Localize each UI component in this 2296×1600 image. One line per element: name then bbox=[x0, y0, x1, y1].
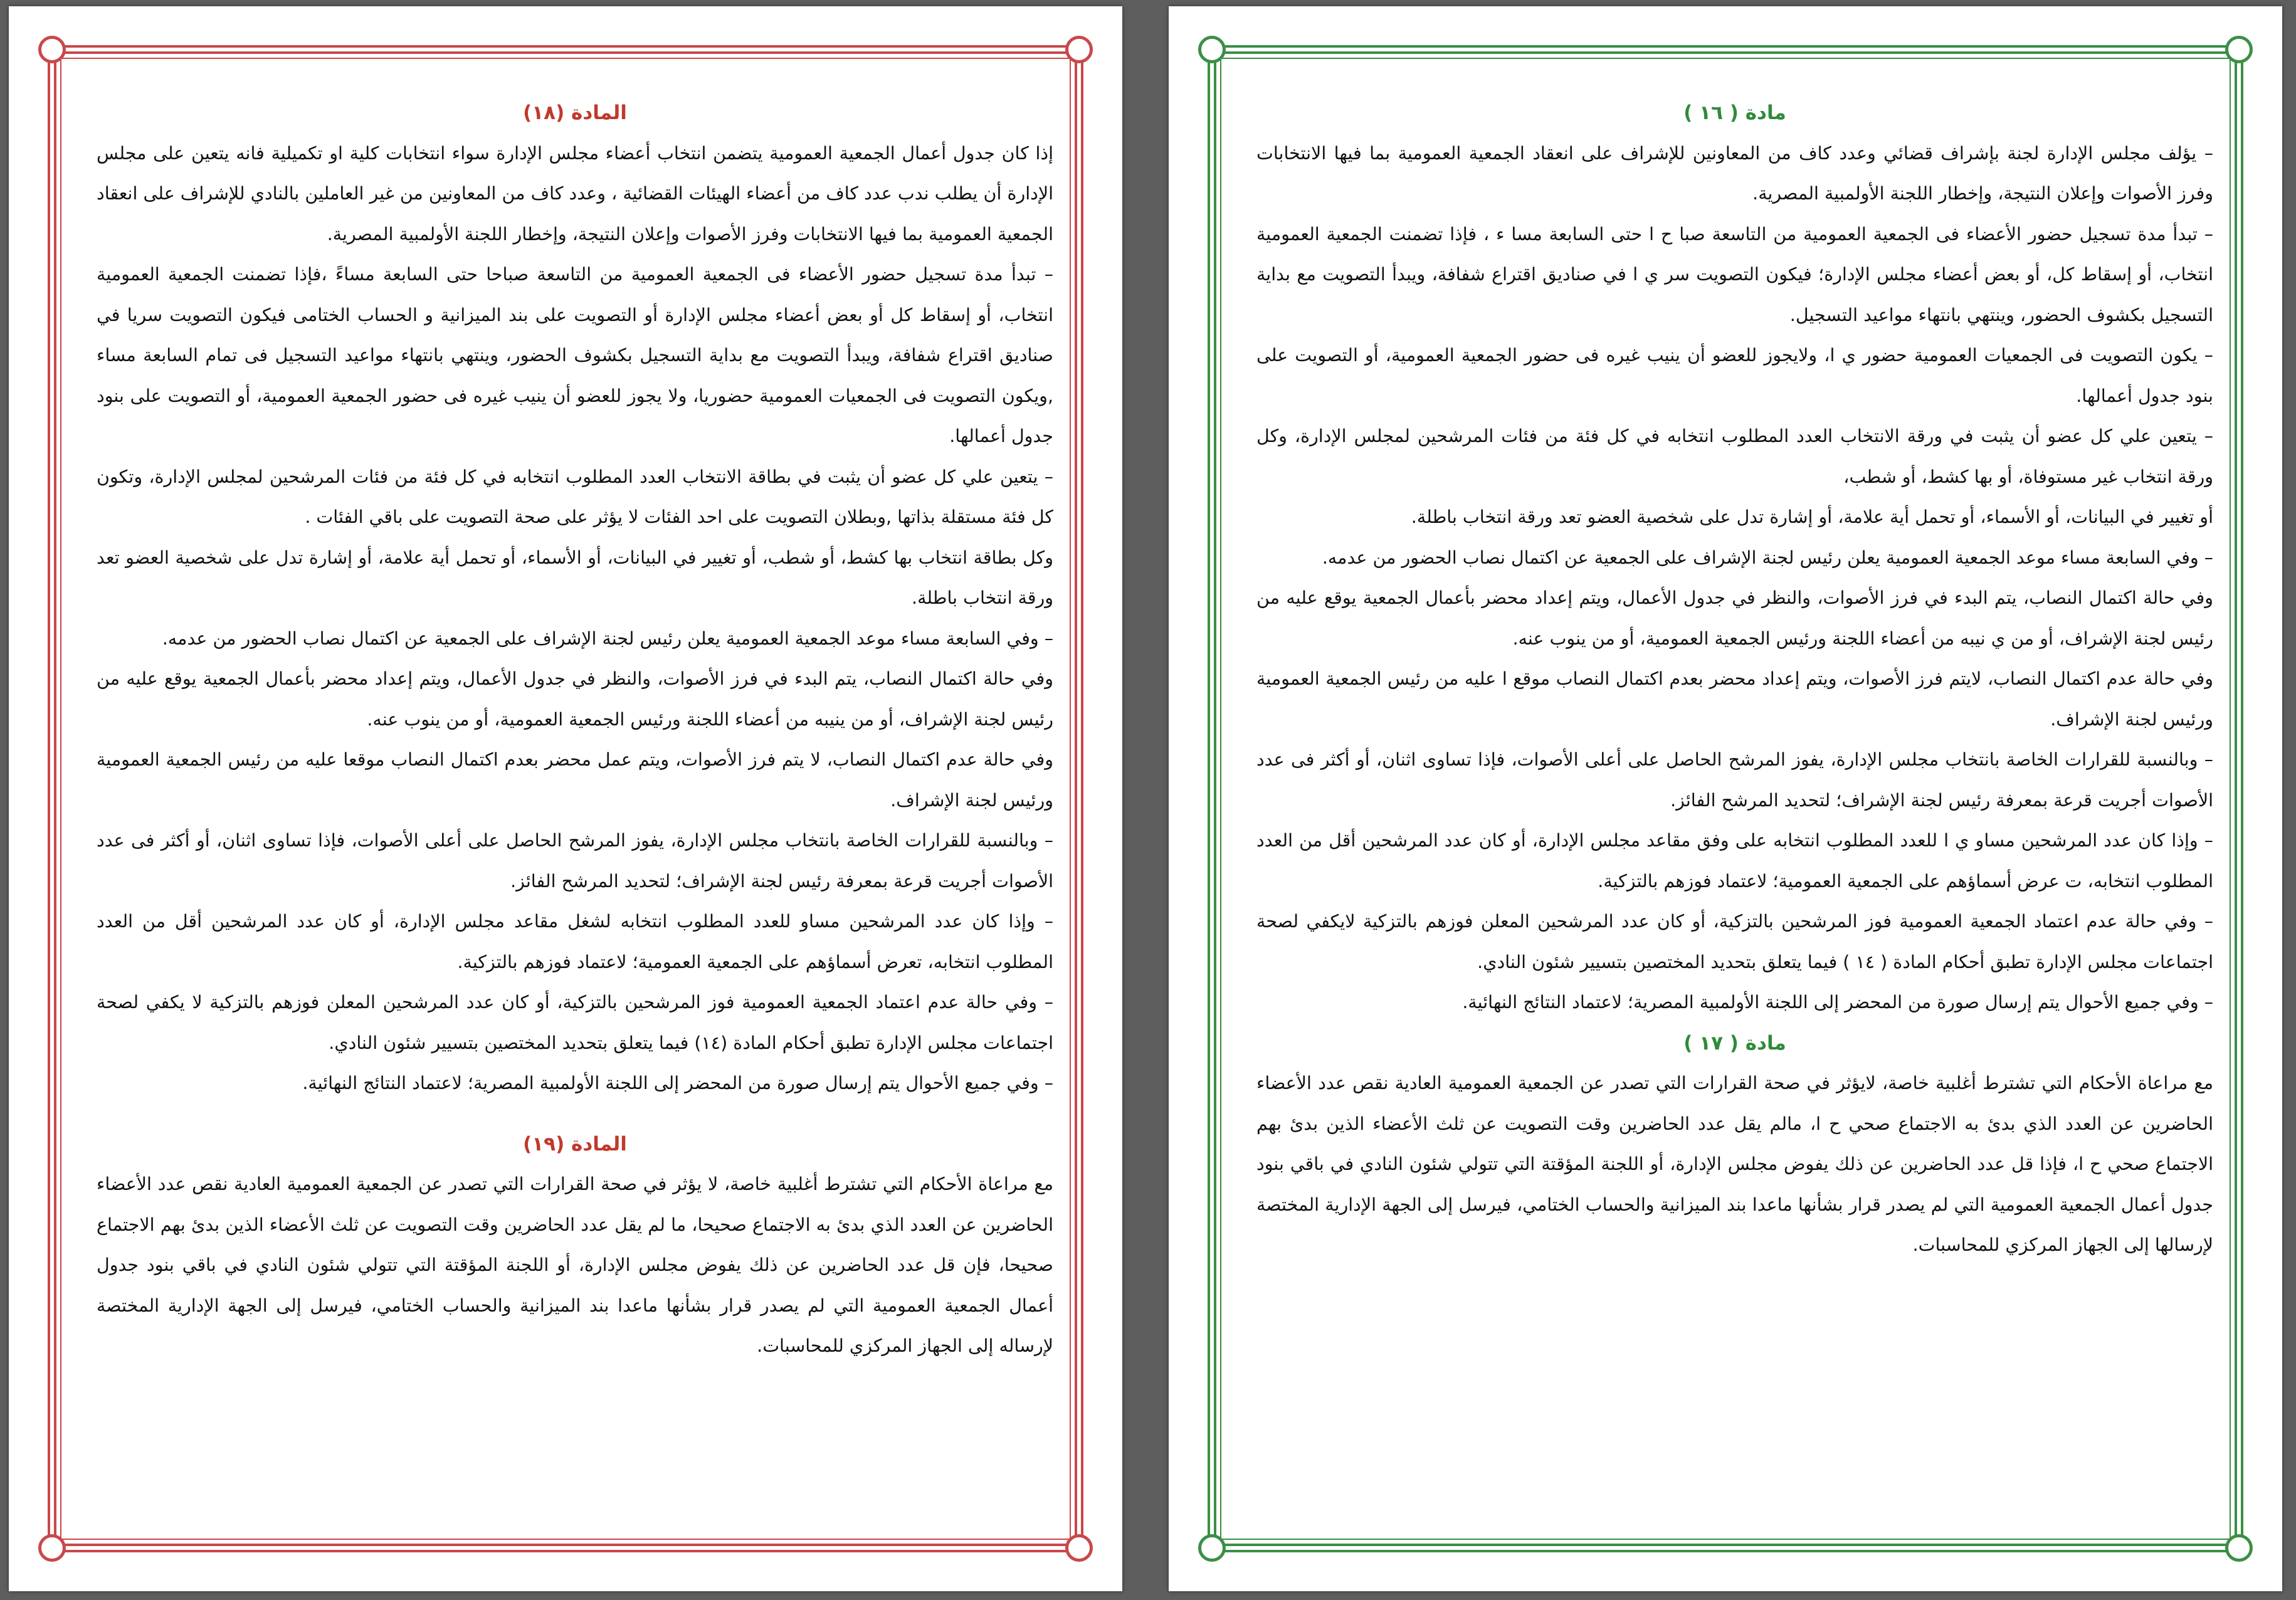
article-18-paragraph: – تبدأ مدة تسجيل حضور الأعضاء فى الجمعية العمومية من التاسعة صباحا حتى السابعة مساءً ،فإذا تضمنت الجمعية العمومية انتخاب، أو إسقاط كل أو بعض أعضاء مجلس الإدارة أو التصويت على بند الميزانية و الحساب الختامى فيكون التصويت سريا في صناديق اقتراع شفافة، ويبدأ التصويت مع بداية التسجيل بكشوف الحضور، وينتهي بانتهاء مواعيد التسجيل فى تمام السابعة مساء ,ويكون التصويت فى الجمعيات العمومية حضوريا، ولا يجوز للعضو أن ينيب غيره فى حضور الجمعية العمومية، أو التصويت على بنود جدول أعمالها. bbox=[97, 264, 1053, 446]
article-18-paragraph: وفي حالة عدم اكتمال النصاب، لا يتم فرز الأصوات، ويتم عمل محضر بعدم اكتمال النصاب موقعا عليه من رئيس الجمعية العمومية ورئيس لجنة الإشراف. bbox=[97, 749, 1053, 811]
corner-ornament-icon bbox=[38, 36, 66, 63]
article-18-heading: المادة (١٨) bbox=[523, 102, 627, 124]
article-19-paragraph: مع مراعاة الأحكام التي تشترط أغلبية خاصة، لا يؤثر في صحة القرارات التي تصدر عن الجمعية العمومية العادية نقص عدد الأعضاء الحاضرين عن العدد الذي بدئ به الاجتماع صحيحا، ما لم يقل عدد الحاضرين وقت التصويت عن ثلث الأعضاء الذين بدئ بهم الاجتماع صحيحا، فإن قل عدد الحاضرين عن ذلك يفوض مجلس الإدارة، أو اللجنة المؤقتة التي تتولي شئون النادي في باقي بنود جدول أعمال الجمعية العمومية التي لم يصدر قرار بشأنها ماعدا بند الميزانية والحساب الختامي، فيرسل إلى الجهة الإدارية المختصة لإرساله إلى الجهاز المركزي للمحاسبات. bbox=[97, 1174, 1053, 1356]
right-page-content bbox=[1256, 93, 2213, 1516]
article-18-paragraph: – يتعين علي كل عضو أن يثبت في بطاقة الانتخاب العدد المطلوب انتخابه في كل فئة من فئات المرشحين لمجلس الإدارة، وتكون كل فئة مستقلة بذاتها ,وبطلان التصويت على احد الفئات لا يؤثر على صحة التصويت على باقي الفئات . bbox=[97, 466, 1053, 527]
left-page bbox=[9, 6, 1122, 1591]
article-16-paragraph: أو تغيير في البيانات، أو الأسماء، أو تحمل أية علامة، أو إشارة تدل على شخصية العضو تعد ورقة انتخاب باطلة. bbox=[1411, 507, 2213, 527]
article-16-paragraph: – يكون التصويت فى الجمعيات العمومية حضور ي ا، ولايجوز للعضو أن ينيب غيره فى حضور الجمعية العمومية، أو التصويت على بنود جدول أعمالها. bbox=[1256, 345, 2213, 406]
article-16-paragraph: وفي حالة عدم اكتمال النصاب، لايتم فرز الأصوات، ويتم إعداد محضر بعدم اكتمال النصاب موقع ا عليه من رئيس الجمعية العمومية ورئيس لجنة الإشراف. bbox=[1256, 668, 2213, 730]
article-18-paragraph: – وفي جميع الأحوال يتم إرسال صورة من المحضر إلى اللجنة الأولمبية المصرية؛ لاعتماد النتائج النهائية. bbox=[302, 1073, 1053, 1093]
right-page bbox=[1169, 6, 2282, 1591]
left-page-content bbox=[97, 93, 1053, 1516]
article-16-paragraph: – يؤلف مجلس الإدارة لجنة بإشراف قضائي وعدد كاف من المعاونين للإشراف على انعقاد الجمعية العمومية بما فيها الانتخابات وفرز الأصوات وإعلان النتيجة، وإخطار اللجنة الأولمبية المصرية. bbox=[1256, 142, 2213, 204]
article-16-paragraph: وفي حالة اكتمال النصاب، يتم البدء في فرز الأصوات، والنظر في جدول الأعمال، ويتم إعداد محضر بأعمال الجمعية يوقع عليه من رئيس لجنة الإشراف، أو من ي نيبه من أعضاء اللجنة ورئيس الجمعية العمومية، أو من ينوب عنه. bbox=[1256, 587, 2213, 649]
article-17-heading: مادة ( ١٧ ) bbox=[1683, 1031, 1786, 1055]
corner-ornament-icon bbox=[1065, 1534, 1093, 1562]
article-18-paragraph: إذا كان جدول أعمال الجمعية العمومية يتضمن انتخاب أعضاء مجلس الإدارة سواء انتخابات كلية او تكميلية فانه يتعين على مجلس الإدارة أن يطلب ندب عدد كاف من أعضاء الهيئات القضائية ، وعدد كاف من المعاونين من غير العاملين بالنادي للإشراف على انعقاد الجمعية العمومية بما فيها الانتخابات وفرز الأصوات وإعلان النتيجة، وإخطار اللجنة الأولمبية المصرية. bbox=[97, 142, 1053, 245]
article-16-paragraph: – وبالنسبة للقرارات الخاصة بانتخاب مجلس الإدارة، يفوز المرشح الحاصل على أعلى الأصوات، فإذا تساوى اثنان، أو أكثر فى عدد الأصوات أجريت قرعة بمعرفة رئيس لجنة الإشراف؛ لتحديد المرشح الفائز. bbox=[1256, 749, 2213, 811]
article-18-paragraph: وفي حالة اكتمال النصاب، يتم البدء في فرز الأصوات، والنظر في جدول الأعمال، ويتم إعداد محضر بأعمال الجمعية يوقع عليه من رئيس لجنة الإشراف، أو من ينيبه من أعضاء اللجنة ورئيس الجمعية العمومية، أو من ينوب عنه. bbox=[97, 668, 1053, 730]
article-17-paragraph: مع مراعاة الأحكام التي تشترط أغلبية خاصة، لايؤثر في صحة القرارات التي تصدر عن الجمعية العمومية العادية نقص عدد الأعضاء الحاضرين عن العدد الذي بدئ به الاجتماع صحي ح ا، مالم يقل عدد الحاضرين وقت التصويت عن ثلث الأعضاء الذين بدئ بهم الاجتماع صحي ح ا، فإذا قل عدد الحاضرين عن ذلك يفوض مجلس الإدارة، أو اللجنة المؤقتة التي تتولي شئون النادي في باقي بنود جدول أعمال الجمعية العمومية التي لم يصدر قرار بشأنها ماعدا بند الميزانية والحساب الختامي، فيرسل إلى الجهة الإدارية المختصة لإرسالها إلى الجهاز المركزي للمحاسبات. bbox=[1256, 1073, 2213, 1255]
article-18-paragraph: وكل بطاقة انتخاب بها كشط، أو شطب، أو تغيير في البيانات، أو الأسماء، أو تحمل أية علامة، أو إشارة تدل على شخصية العضو تعد ورقة انتخاب باطلة. bbox=[97, 547, 1053, 608]
article-18-paragraph: – وبالنسبة للقرارات الخاصة بانتخاب مجلس الإدارة، يفوز المرشح الحاصل على أعلى الأصوات، فإذا تساوى اثنان، أو أكثر فى عدد الأصوات أجريت قرعة بمعرفة رئيس لجنة الإشراف؛ لتحديد المرشح الفائز. bbox=[97, 830, 1053, 892]
corner-ornament-icon bbox=[38, 1534, 66, 1562]
article-18-paragraph: – وفي حالة عدم اعتماد الجمعية العمومية فوز المرشحين بالتزكية، أو كان عدد المرشحين المعلن فوزهم بالتزكية لا يكفي لصحة اجتماعات مجلس الإدارة تطبق أحكام المادة (١٤) فيما يتعلق بتحديد المختصين بتسيير شئون النادي. bbox=[97, 992, 1053, 1053]
article-18-paragraph: – وفي السابعة مساء موعد الجمعية العمومية يعلن رئيس لجنة الإشراف على الجمعية عن اكتمال نصاب الحضور من عدمه. bbox=[162, 628, 1053, 649]
corner-ornament-icon bbox=[2225, 36, 2253, 63]
corner-ornament-icon bbox=[1065, 36, 1093, 63]
article-16-paragraph: – وفي السابعة مساء موعد الجمعية العمومية يعلن رئيس لجنة الإشراف على الجمعية عن اكتمال نصاب الحضور من عدمه. bbox=[1322, 547, 2213, 568]
article-16-paragraph: – وإذا كان عدد المرشحين مساو ي ا للعدد المطلوب انتخابه على وفق مقاعد مجلس الإدارة، أو كان عدد المرشحين أقل من العدد المطلوب انتخابه، ت عرض أسماؤهم على الجمعية العمومية؛ لاعتماد فوزهم بالتزكية. bbox=[1256, 830, 2213, 892]
article-16-paragraph: – يتعين علي كل عضو أن يثبت في ورقة الانتخاب العدد المطلوب انتخابه في كل فئة من فئات المرشحين لمجلس الإدارة، وكل ورقة انتخاب غير مستوفاة، أو بها كشط، أو شطب، bbox=[1256, 426, 2213, 487]
article-16-paragraph: – وفي جميع الأحوال يتم إرسال صورة من المحضر إلى اللجنة الأولمبية المصرية؛ لاعتماد النتائج النهائية. bbox=[1462, 992, 2213, 1013]
section-spacer bbox=[97, 1104, 1053, 1124]
corner-ornament-icon bbox=[1198, 1534, 1226, 1562]
article-19-heading: المادة (١٩) bbox=[523, 1132, 627, 1155]
corner-ornament-icon bbox=[2225, 1534, 2253, 1562]
article-18-paragraph: – وإذا كان عدد المرشحين مساو للعدد المطلوب انتخابه لشغل مقاعد مجلس الإدارة، أو كان عدد المرشحين أقل من العدد المطلوب انتخابه، تعرض أسماؤهم على الجمعية العمومية؛ لاعتماد فوزهم بالتزكية. bbox=[97, 911, 1053, 972]
corner-ornament-icon bbox=[1198, 36, 1226, 63]
article-16-heading: مادة ( ١٦ ) bbox=[1683, 102, 1786, 124]
article-16-paragraph: – وفي حالة عدم اعتماد الجمعية العمومية فوز المرشحين بالتزكية، أو كان عدد المرشحين المعلن فوزهم بالتزكية لايكفي لصحة اجتماعات مجلس الإدارة تطبق أحكام المادة ( ١٤ ) فيما يتعلق بتحديد المختصين بتسيير شئون النادي. bbox=[1256, 911, 2213, 972]
article-16-paragraph: – تبدأ مدة تسجيل حضور الأعضاء فى الجمعية العمومية من التاسعة صبا ح ا حتى السابعة مسا ء ، فإذا تضمنت الجمعية العمومية انتخاب، أو إسقاط كل، أو بعض أعضاء مجلس الإدارة؛ فيكون التصويت سر ي ا في صناديق اقتراع شفافة، ويبدأ التصويت مع بداية التسجيل بكشوف الحضور، وينتهي بانتهاء مواعيد التسجيل. bbox=[1256, 223, 2213, 325]
